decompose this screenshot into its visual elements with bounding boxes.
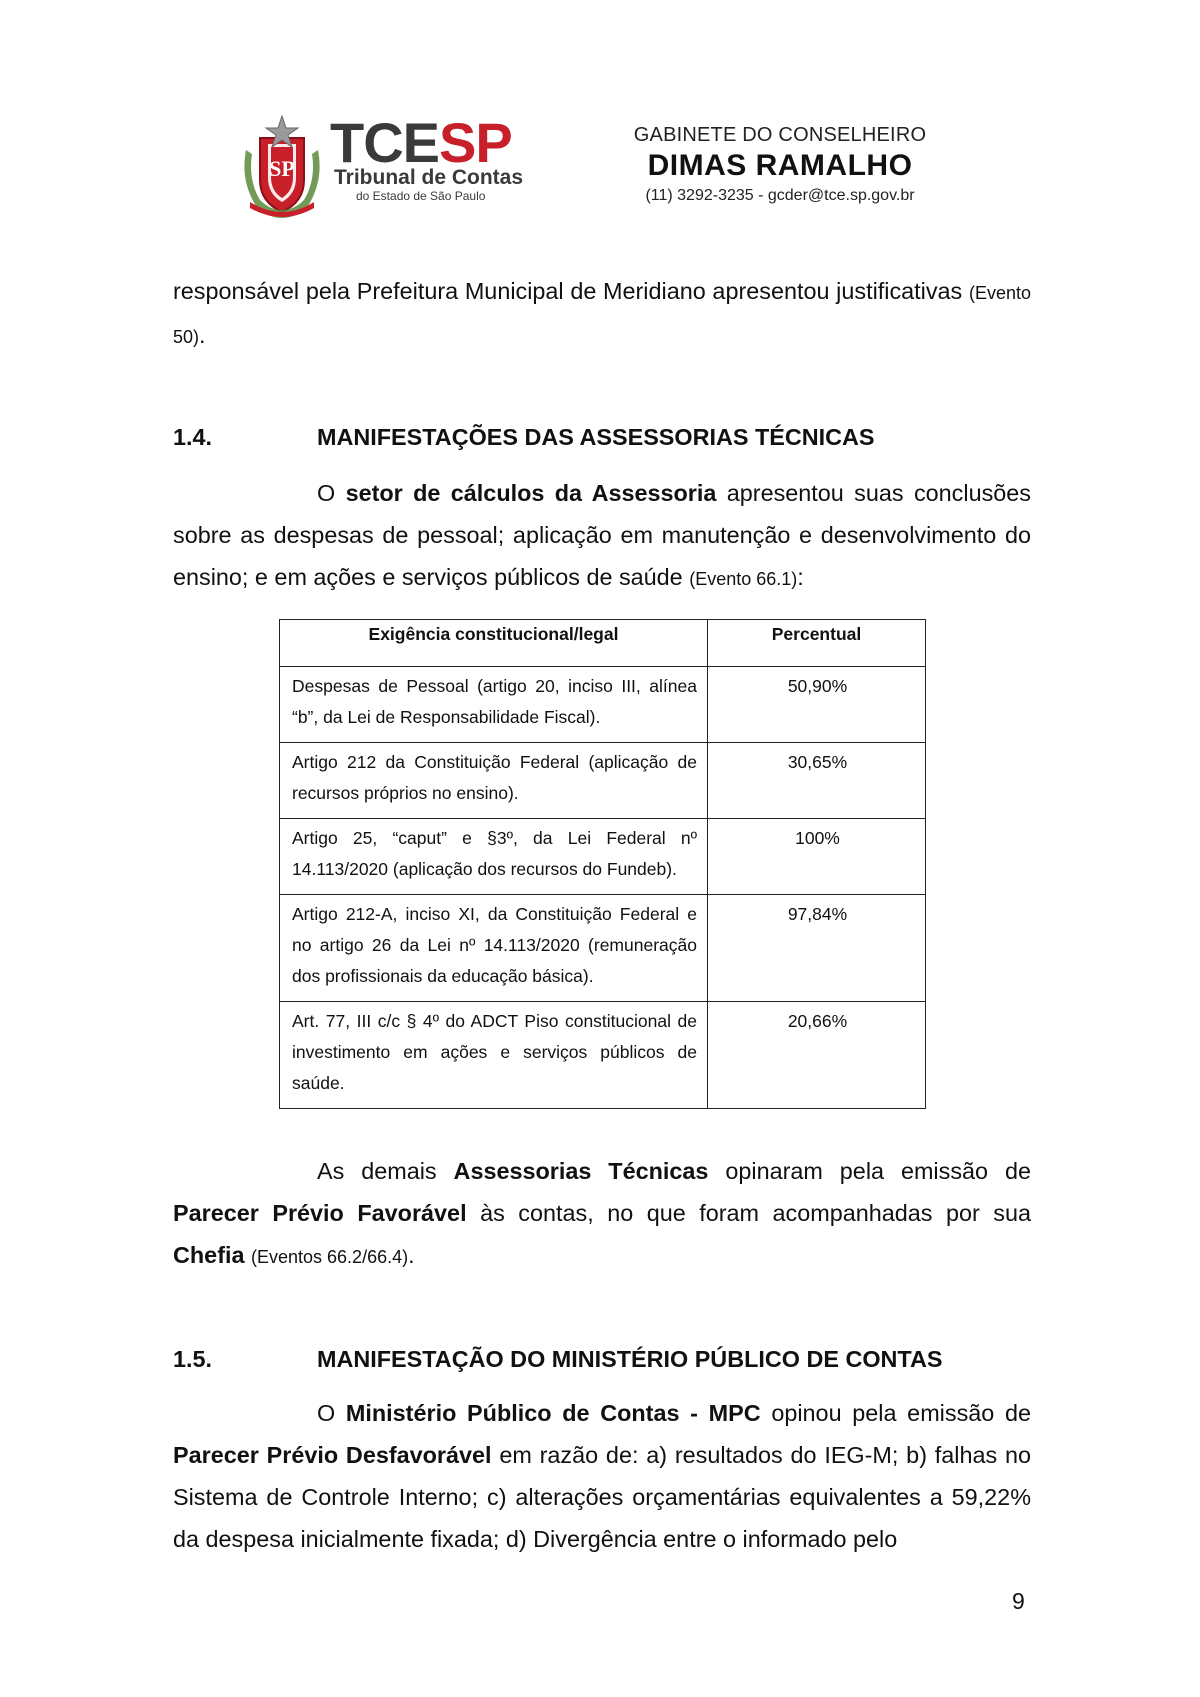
svg-text:TCESP: TCESP	[330, 111, 512, 174]
header-requirement: Exigência constitucional/legal	[280, 620, 708, 667]
page-number: 9	[1012, 1588, 1025, 1614]
section-1-4-title: 1.4. MANIFESTAÇÕES DAS ASSESSORIAS TÉCNICAS	[173, 424, 875, 450]
percent-cell: 30,65%	[708, 743, 926, 819]
section-1-5-paragraph-1: O Ministério Público de Contas - MPC opinou pela emissão de Parecer Prévio Desfavorável em razão de: a) resultados do IEG-M; b) falhas no Sistema de Controle Interno; c) alterações orçamentárias equivalentes a 59,22% da despesa inicialmente fixada; d) Divergência entre o informado pelo	[173, 1400, 1031, 1552]
percent-cell: 100%	[708, 819, 926, 895]
requirements-table	[279, 619, 926, 1109]
table-row	[280, 819, 926, 895]
counselor-name: DIMAS RAMALHO	[647, 149, 913, 182]
requirement-cell: Art. 77, III c/c § 4º do ADCT Piso constitucional de investimento em ações e serviços públicos de saúde.	[280, 1002, 708, 1109]
section-1-4-paragraph-2: As demais Assessorias Técnicas opinaram pela emissão de Parecer Prévio Favorável às contas, no que foram acompanhadas por sua Chefia (Eventos 66.2/66.4).	[173, 1158, 1031, 1268]
requirement-cell: Artigo 25, “caput” e §3º, da Lei Federal nº 14.113/2020 (aplicação dos recursos do Fundeb).	[280, 819, 708, 895]
table-header-row	[280, 620, 926, 667]
requirement-cell: Artigo 212 da Constituição Federal (aplicação de recursos próprios no ensino).	[280, 743, 708, 819]
percent-cell: 50,90%	[708, 667, 926, 743]
header-info	[630, 124, 930, 205]
requirement-cell: Despesas de Pessoal (artigo 20, inciso III, alínea “b”, da Lei de Responsabilidade Fiscal).	[280, 667, 708, 743]
table-row	[280, 1002, 926, 1109]
tcesp-logo	[238, 110, 578, 222]
section-1-5-title: 1.5. MANIFESTAÇÃO DO MINISTÉRIO PÚBLICO DE CONTAS	[173, 1346, 943, 1372]
intro-paragraph: responsável pela Prefeitura Municipal de Meridiano apresentou justificativas (Evento 50).	[173, 278, 1032, 348]
percent-cell: 97,84%	[708, 895, 926, 1002]
table-row	[280, 895, 926, 1002]
sp-seal-icon	[244, 116, 319, 218]
svg-text:SP: SP	[269, 156, 295, 181]
table-row	[280, 743, 926, 819]
intro-ref: (Evento 50)	[173, 283, 1032, 347]
header-percent: Percentual	[708, 620, 926, 667]
svg-text:Tribunal de Contas: Tribunal de Contas	[334, 166, 524, 189]
percent-cell: 20,66%	[708, 1002, 926, 1109]
contact-info: (11) 3292-3235 - gcder@tce.sp.gov.br	[645, 187, 915, 204]
svg-text:do Estado de São Paulo: do Estado de São Paulo	[356, 189, 486, 203]
requirement-cell: Artigo 212-A, inciso XI, da Constituição Federal e no artigo 26 da Lei nº 14.113/2020 (remuneração dos profissionais da educação básica).	[280, 895, 708, 1002]
section-1-4-paragraph-1: O setor de cálculos da Assessoria apresentou suas conclusões sobre as despesas de pessoal; aplicação em manutenção e desenvolvimento do ensino; e em ações e serviços públicos de saúde (Evento 66.1):	[173, 480, 1031, 590]
cabinet-label: GABINETE DO CONSELHEIRO	[633, 124, 927, 146]
table-row	[280, 667, 926, 743]
